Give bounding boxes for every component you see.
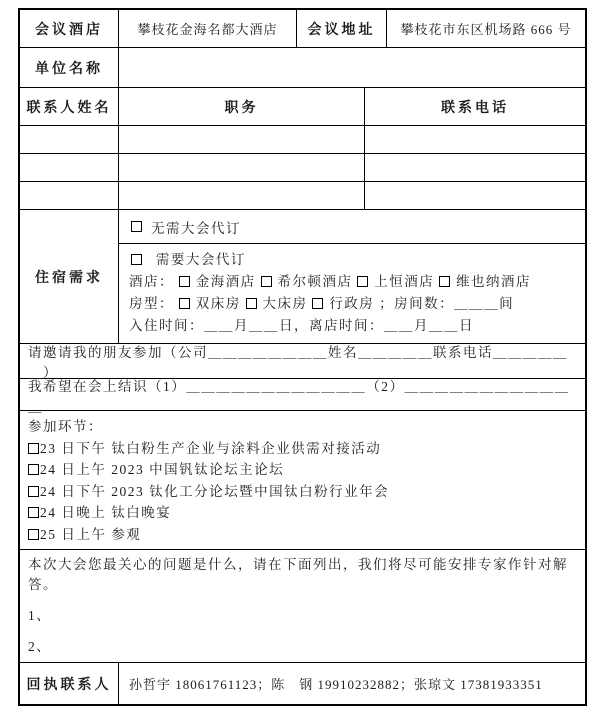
reply-contacts-label: 回执联系人 — [20, 663, 119, 704]
checkbox-need-booking-icon[interactable] — [131, 254, 142, 265]
session-item — [28, 502, 577, 524]
contact-name-cell[interactable] — [20, 126, 119, 153]
row-meet — [20, 378, 585, 414]
contact-name-cell[interactable] — [20, 182, 119, 209]
invite-line[interactable]: 请邀请我的朋友参加（公司＿＿＿＿＿＿＿＿姓名＿＿＿＿＿联系电话＿＿＿＿＿＿） — [28, 345, 568, 380]
hotel-options-line — [129, 271, 575, 293]
accommodation-options — [119, 210, 585, 343]
room-option: 行政房 — [329, 296, 375, 311]
row-sessions — [20, 411, 585, 550]
contact-phone-cell[interactable] — [365, 182, 585, 209]
stay-dates-line[interactable]: 入住时间：＿＿月＿＿日，离店时间：＿＿月＿＿日 — [129, 318, 474, 333]
option-need-booking — [129, 249, 575, 271]
row-contacts-header — [20, 88, 585, 126]
row-questions — [20, 550, 585, 663]
checkbox-session-icon[interactable] — [28, 507, 39, 518]
checkbox-session-icon[interactable] — [28, 486, 39, 497]
row-reply-contacts — [20, 663, 585, 704]
contact-phone-cell[interactable] — [365, 154, 585, 181]
contact-title-header: 职务 — [119, 88, 365, 125]
contact-phone-cell[interactable] — [365, 126, 585, 153]
contact-name-cell[interactable] — [20, 154, 119, 181]
session-item — [28, 524, 577, 546]
checkbox-hotel-icon[interactable] — [261, 276, 272, 287]
checkbox-no-booking-icon[interactable] — [131, 221, 142, 232]
booking-details — [119, 244, 585, 343]
session-label: 23 日下午 钛白粉生产企业与涂料企业供需对接活动 — [40, 440, 382, 456]
option-no-booking — [119, 210, 585, 244]
checkbox-room-icon[interactable] — [246, 298, 257, 309]
contact-title-cell[interactable] — [119, 126, 365, 153]
row-hotel-address — [20, 10, 585, 48]
contact-row — [20, 182, 585, 210]
session-label: 24 日下午 2023 钛化工分论坛暨中国钛白粉行业年会 — [40, 483, 390, 499]
session-item — [28, 481, 577, 503]
hotel-label: 会议酒店 — [20, 10, 119, 47]
hotel-value: 攀枝花金海名都大酒店 — [119, 10, 297, 47]
questions-block — [20, 550, 585, 662]
question-line-1[interactable]: 1、 — [28, 608, 52, 623]
questions-intro: 本次大会您最关心的问题是什么，请在下面列出，我们将尽可能安排专家作针对解答。 — [28, 557, 568, 592]
address-value: 攀枝花市东区机场路 666 号 — [400, 22, 572, 37]
room-option: 双床房 — [195, 296, 241, 311]
checkbox-hotel-icon[interactable] — [439, 276, 450, 287]
checkbox-room-icon[interactable] — [312, 298, 323, 309]
session-label: 24 日晚上 钛白晚宴 — [40, 505, 172, 520]
accommodation-label: 住宿需求 — [20, 210, 119, 343]
contact-name-header: 联系人姓名 — [20, 88, 119, 125]
contact-phone-header: 联系电话 — [441, 100, 509, 116]
checkbox-session-icon[interactable] — [28, 443, 39, 454]
conference-reply-form — [18, 8, 587, 706]
hotel-option: 希尔顿酒店 — [277, 274, 353, 289]
checkbox-hotel-icon[interactable] — [357, 276, 368, 287]
session-item — [28, 438, 577, 460]
room-prefix: 房型： — [129, 296, 174, 311]
company-input-cell[interactable] — [119, 48, 585, 87]
row-accommodation — [20, 210, 585, 344]
row-company — [20, 48, 585, 88]
contact-title-cell[interactable] — [119, 182, 365, 209]
hotel-option: 金海酒店 — [195, 274, 256, 289]
meet-line[interactable]: 我希望在会上结识（1）＿＿＿＿＿＿＿＿＿＿＿＿（2）＿＿＿＿＿＿＿＿＿＿＿＿ — [28, 378, 570, 414]
company-label: 单位名称 — [20, 48, 119, 87]
sessions-label: 参加环节： — [28, 419, 103, 434]
question-line-2[interactable]: 2、 — [28, 639, 52, 654]
checkbox-room-icon[interactable] — [179, 298, 190, 309]
need-booking-label: 需要大会代订 — [155, 252, 246, 267]
room-type-line — [129, 293, 575, 315]
contact-row — [20, 154, 585, 182]
session-label: 25 日上午 参观 — [40, 526, 142, 542]
session-item — [28, 459, 577, 481]
room-option: 大床房 — [262, 296, 308, 311]
hotel-option: 上恒酒店 — [374, 274, 435, 289]
hotel-prefix: 酒店： — [129, 274, 174, 289]
contact-title-cell[interactable] — [119, 154, 365, 181]
reply-contacts-value: 孙哲宇 18061761123；陈 钢 19910232882；张琼文 17381933351 — [129, 677, 543, 692]
contact-row — [20, 126, 585, 154]
session-label: 24 日上午 2023 中国钒钛论坛主论坛 — [40, 462, 285, 477]
no-booking-label: 无需大会代订 — [151, 220, 241, 236]
checkbox-hotel-icon[interactable] — [179, 276, 190, 287]
address-label: 会议地址 — [297, 10, 387, 47]
checkbox-session-icon[interactable] — [28, 464, 39, 475]
checkbox-session-icon[interactable] — [28, 529, 39, 540]
hotel-option: 维也纳酒店 — [456, 274, 531, 289]
sessions-list — [20, 411, 585, 549]
room-count-blank[interactable]: ；房间数：＿＿＿间 — [379, 296, 515, 311]
